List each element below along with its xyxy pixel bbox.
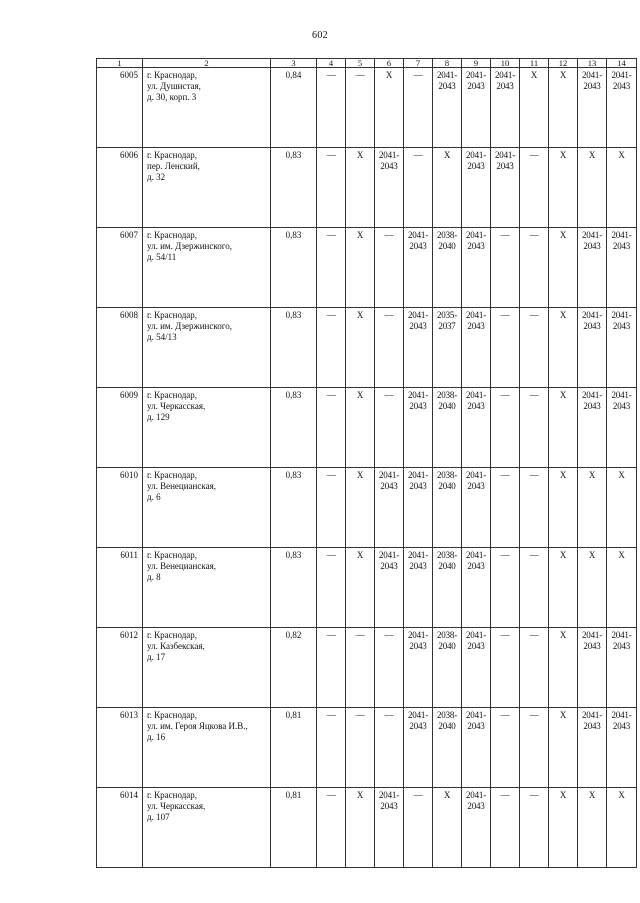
- period-cell: Х: [433, 788, 462, 868]
- period-cell: —: [317, 788, 346, 868]
- address-line: г. Краснодар,: [147, 70, 198, 80]
- period-cell: —: [375, 308, 404, 388]
- period-cell: 2038- 2040: [433, 228, 462, 308]
- period-cell: 2041- 2043: [404, 628, 433, 708]
- period-cell: Х: [346, 388, 375, 468]
- period-cell: —: [317, 68, 346, 148]
- period-cell: 2041- 2043: [578, 388, 607, 468]
- period-cell: —: [520, 628, 549, 708]
- column-header: 9: [462, 59, 491, 68]
- table-row: [97, 68, 637, 148]
- period-cell: 2038- 2040: [433, 548, 462, 628]
- value-cell: 0,81: [271, 788, 317, 868]
- period-cell: —: [520, 148, 549, 228]
- address-line: д. 6: [147, 492, 161, 502]
- period-cell: —: [491, 388, 520, 468]
- value-cell: 0,82: [271, 628, 317, 708]
- address-line: д. 54/13: [147, 332, 177, 342]
- period-cell: —: [404, 148, 433, 228]
- period-cell: 2038- 2040: [433, 708, 462, 788]
- period-cell: 2041- 2043: [462, 228, 491, 308]
- period-cell: —: [346, 628, 375, 708]
- period-cell: —: [375, 228, 404, 308]
- address-line: ул. Казбекская,: [147, 641, 205, 651]
- period-cell: —: [375, 628, 404, 708]
- period-cell: —: [491, 548, 520, 628]
- address-cell: [143, 628, 271, 708]
- period-cell: 2041- 2043: [607, 68, 637, 148]
- period-cell: 2041- 2043: [578, 68, 607, 148]
- column-header: 14: [607, 59, 637, 68]
- address-line: ул. Черкасская,: [147, 801, 206, 811]
- column-header: 1: [97, 59, 143, 68]
- period-cell: 2041- 2043: [462, 628, 491, 708]
- period-cell: 2041- 2043: [404, 388, 433, 468]
- address-cell: [143, 708, 271, 788]
- period-cell: Х: [607, 468, 637, 548]
- period-cell: 2041- 2043: [607, 628, 637, 708]
- period-cell: —: [317, 708, 346, 788]
- period-cell: 2041- 2043: [578, 628, 607, 708]
- address-line: ул. Венецианская,: [147, 481, 216, 491]
- period-cell: Х: [433, 148, 462, 228]
- period-cell: —: [317, 308, 346, 388]
- period-cell: 2041- 2043: [375, 788, 404, 868]
- table-row: [97, 228, 637, 308]
- value-cell: 0,84: [271, 68, 317, 148]
- period-cell: —: [317, 548, 346, 628]
- period-cell: 2041- 2043: [491, 68, 520, 148]
- address-line: г. Краснодар,: [147, 230, 198, 240]
- period-cell: —: [491, 628, 520, 708]
- period-cell: 2041- 2043: [404, 708, 433, 788]
- period-cell: Х: [578, 468, 607, 548]
- period-cell: 2041- 2043: [462, 308, 491, 388]
- period-cell: 2035- 2037: [433, 308, 462, 388]
- record-number: 6005: [97, 68, 143, 148]
- address-line: д. 17: [147, 652, 166, 662]
- period-cell: —: [491, 468, 520, 548]
- table-row: [97, 548, 637, 628]
- address-line: ул. им. Дзержинского,: [147, 241, 232, 251]
- period-cell: 2041- 2043: [607, 388, 637, 468]
- column-header: 8: [433, 59, 462, 68]
- period-cell: Х: [549, 468, 578, 548]
- address-line: д. 8: [147, 572, 161, 582]
- address-line: г. Краснодар,: [147, 150, 198, 160]
- period-cell: Х: [549, 708, 578, 788]
- column-header: 13: [578, 59, 607, 68]
- address-cell: [143, 308, 271, 388]
- period-cell: 2041- 2043: [462, 148, 491, 228]
- period-cell: —: [375, 388, 404, 468]
- period-cell: 2041- 2043: [375, 548, 404, 628]
- address-line: д. 32: [147, 172, 166, 182]
- value-cell: 0,83: [271, 388, 317, 468]
- period-cell: —: [520, 388, 549, 468]
- period-cell: Х: [549, 788, 578, 868]
- address-line: г. Краснодар,: [147, 470, 198, 480]
- period-cell: 2038- 2040: [433, 388, 462, 468]
- value-cell: 0,83: [271, 148, 317, 228]
- address-cell: [143, 68, 271, 148]
- column-header: 11: [520, 59, 549, 68]
- period-cell: 2041- 2043: [578, 708, 607, 788]
- address-line: д. 129: [147, 412, 170, 422]
- period-cell: 2041- 2043: [578, 308, 607, 388]
- period-cell: Х: [520, 68, 549, 148]
- value-cell: 0,83: [271, 308, 317, 388]
- value-cell: 0,83: [271, 548, 317, 628]
- column-header: 12: [549, 59, 578, 68]
- period-cell: Х: [578, 548, 607, 628]
- period-cell: —: [491, 708, 520, 788]
- period-cell: 2041- 2043: [607, 228, 637, 308]
- address-line: ул. Венецианская,: [147, 561, 216, 571]
- period-cell: Х: [346, 468, 375, 548]
- period-cell: —: [317, 228, 346, 308]
- period-cell: Х: [549, 228, 578, 308]
- table-row: [97, 308, 637, 388]
- period-cell: 2038- 2040: [433, 628, 462, 708]
- address-cell: [143, 388, 271, 468]
- period-cell: Х: [607, 788, 637, 868]
- period-cell: 2041- 2043: [491, 148, 520, 228]
- address-line: ул. Черкасская,: [147, 401, 206, 411]
- record-number: 6009: [97, 388, 143, 468]
- table-row: [97, 388, 637, 468]
- period-cell: 2041- 2043: [404, 308, 433, 388]
- column-number-row: [97, 59, 637, 68]
- address-line: пер. Ленский,: [147, 161, 200, 171]
- table-row: [97, 788, 637, 868]
- period-cell: —: [520, 468, 549, 548]
- period-cell: —: [404, 788, 433, 868]
- period-cell: —: [520, 308, 549, 388]
- period-cell: Х: [549, 548, 578, 628]
- period-cell: Х: [346, 148, 375, 228]
- period-cell: 2041- 2043: [375, 148, 404, 228]
- value-cell: 0,83: [271, 468, 317, 548]
- register-table: [96, 58, 637, 868]
- period-cell: —: [317, 148, 346, 228]
- address-line: г. Краснодар,: [147, 790, 198, 800]
- column-header: 5: [346, 59, 375, 68]
- address-line: г. Краснодар,: [147, 550, 198, 560]
- period-cell: —: [520, 788, 549, 868]
- record-number: 6006: [97, 148, 143, 228]
- period-cell: 2041- 2043: [433, 68, 462, 148]
- address-line: г. Краснодар,: [147, 390, 198, 400]
- record-number: 6011: [97, 548, 143, 628]
- address-line: д. 16: [147, 732, 166, 742]
- period-cell: 2041- 2043: [607, 708, 637, 788]
- period-cell: —: [520, 548, 549, 628]
- record-number: 6008: [97, 308, 143, 388]
- period-cell: Х: [578, 148, 607, 228]
- table-row: [97, 468, 637, 548]
- period-cell: Х: [346, 308, 375, 388]
- period-cell: Х: [607, 548, 637, 628]
- address-line: ул. Душистая,: [147, 81, 201, 91]
- period-cell: Х: [549, 148, 578, 228]
- period-cell: —: [520, 708, 549, 788]
- period-cell: —: [346, 708, 375, 788]
- period-cell: Х: [346, 228, 375, 308]
- record-number: 6012: [97, 628, 143, 708]
- value-cell: 0,81: [271, 708, 317, 788]
- period-cell: 2041- 2043: [462, 68, 491, 148]
- period-cell: Х: [549, 628, 578, 708]
- period-cell: —: [375, 708, 404, 788]
- address-cell: [143, 228, 271, 308]
- address-cell: [143, 548, 271, 628]
- period-cell: 2041- 2043: [462, 708, 491, 788]
- period-cell: 2041- 2043: [462, 388, 491, 468]
- register-body: [97, 68, 637, 868]
- column-header: 10: [491, 59, 520, 68]
- address-cell: [143, 788, 271, 868]
- period-cell: 2041- 2043: [404, 468, 433, 548]
- column-header: 2: [143, 59, 271, 68]
- record-number: 6014: [97, 788, 143, 868]
- record-number: 6007: [97, 228, 143, 308]
- period-cell: 2041- 2043: [404, 228, 433, 308]
- period-cell: 2038- 2040: [433, 468, 462, 548]
- period-cell: 2041- 2043: [462, 788, 491, 868]
- record-number: 6010: [97, 468, 143, 548]
- period-cell: 2041- 2043: [404, 548, 433, 628]
- period-cell: —: [491, 308, 520, 388]
- table-row: [97, 148, 637, 228]
- period-cell: Х: [549, 388, 578, 468]
- period-cell: 2041- 2043: [607, 308, 637, 388]
- period-cell: —: [404, 68, 433, 148]
- period-cell: 2041- 2043: [375, 468, 404, 548]
- address-line: г. Краснодар,: [147, 710, 198, 720]
- period-cell: 2041- 2043: [462, 468, 491, 548]
- period-cell: —: [346, 68, 375, 148]
- address-line: д. 54/11: [147, 252, 177, 262]
- period-cell: Х: [607, 148, 637, 228]
- table-row: [97, 628, 637, 708]
- period-cell: Х: [375, 68, 404, 148]
- period-cell: —: [520, 228, 549, 308]
- period-cell: —: [317, 628, 346, 708]
- period-cell: Х: [346, 788, 375, 868]
- address-line: ул. им. Героя Яцкова И.В.,: [147, 721, 248, 731]
- column-header: 4: [317, 59, 346, 68]
- address-cell: [143, 468, 271, 548]
- period-cell: Х: [578, 788, 607, 868]
- period-cell: Х: [549, 68, 578, 148]
- period-cell: Х: [346, 548, 375, 628]
- period-cell: 2041- 2043: [578, 228, 607, 308]
- period-cell: Х: [549, 308, 578, 388]
- column-header: 3: [271, 59, 317, 68]
- column-header: 6: [375, 59, 404, 68]
- page-number: 602: [312, 30, 328, 41]
- table-row: [97, 708, 637, 788]
- period-cell: —: [491, 788, 520, 868]
- address-line: ул. им. Дзержинского,: [147, 321, 232, 331]
- period-cell: 2041- 2043: [462, 548, 491, 628]
- record-number: 6013: [97, 708, 143, 788]
- period-cell: —: [317, 388, 346, 468]
- address-line: г. Краснодар,: [147, 630, 198, 640]
- address-line: г. Краснодар,: [147, 310, 198, 320]
- address-cell: [143, 148, 271, 228]
- column-header: 7: [404, 59, 433, 68]
- period-cell: —: [491, 228, 520, 308]
- value-cell: 0,83: [271, 228, 317, 308]
- period-cell: —: [317, 468, 346, 548]
- address-line: д. 107: [147, 812, 170, 822]
- address-line: д. 30, корп. 3: [147, 92, 197, 102]
